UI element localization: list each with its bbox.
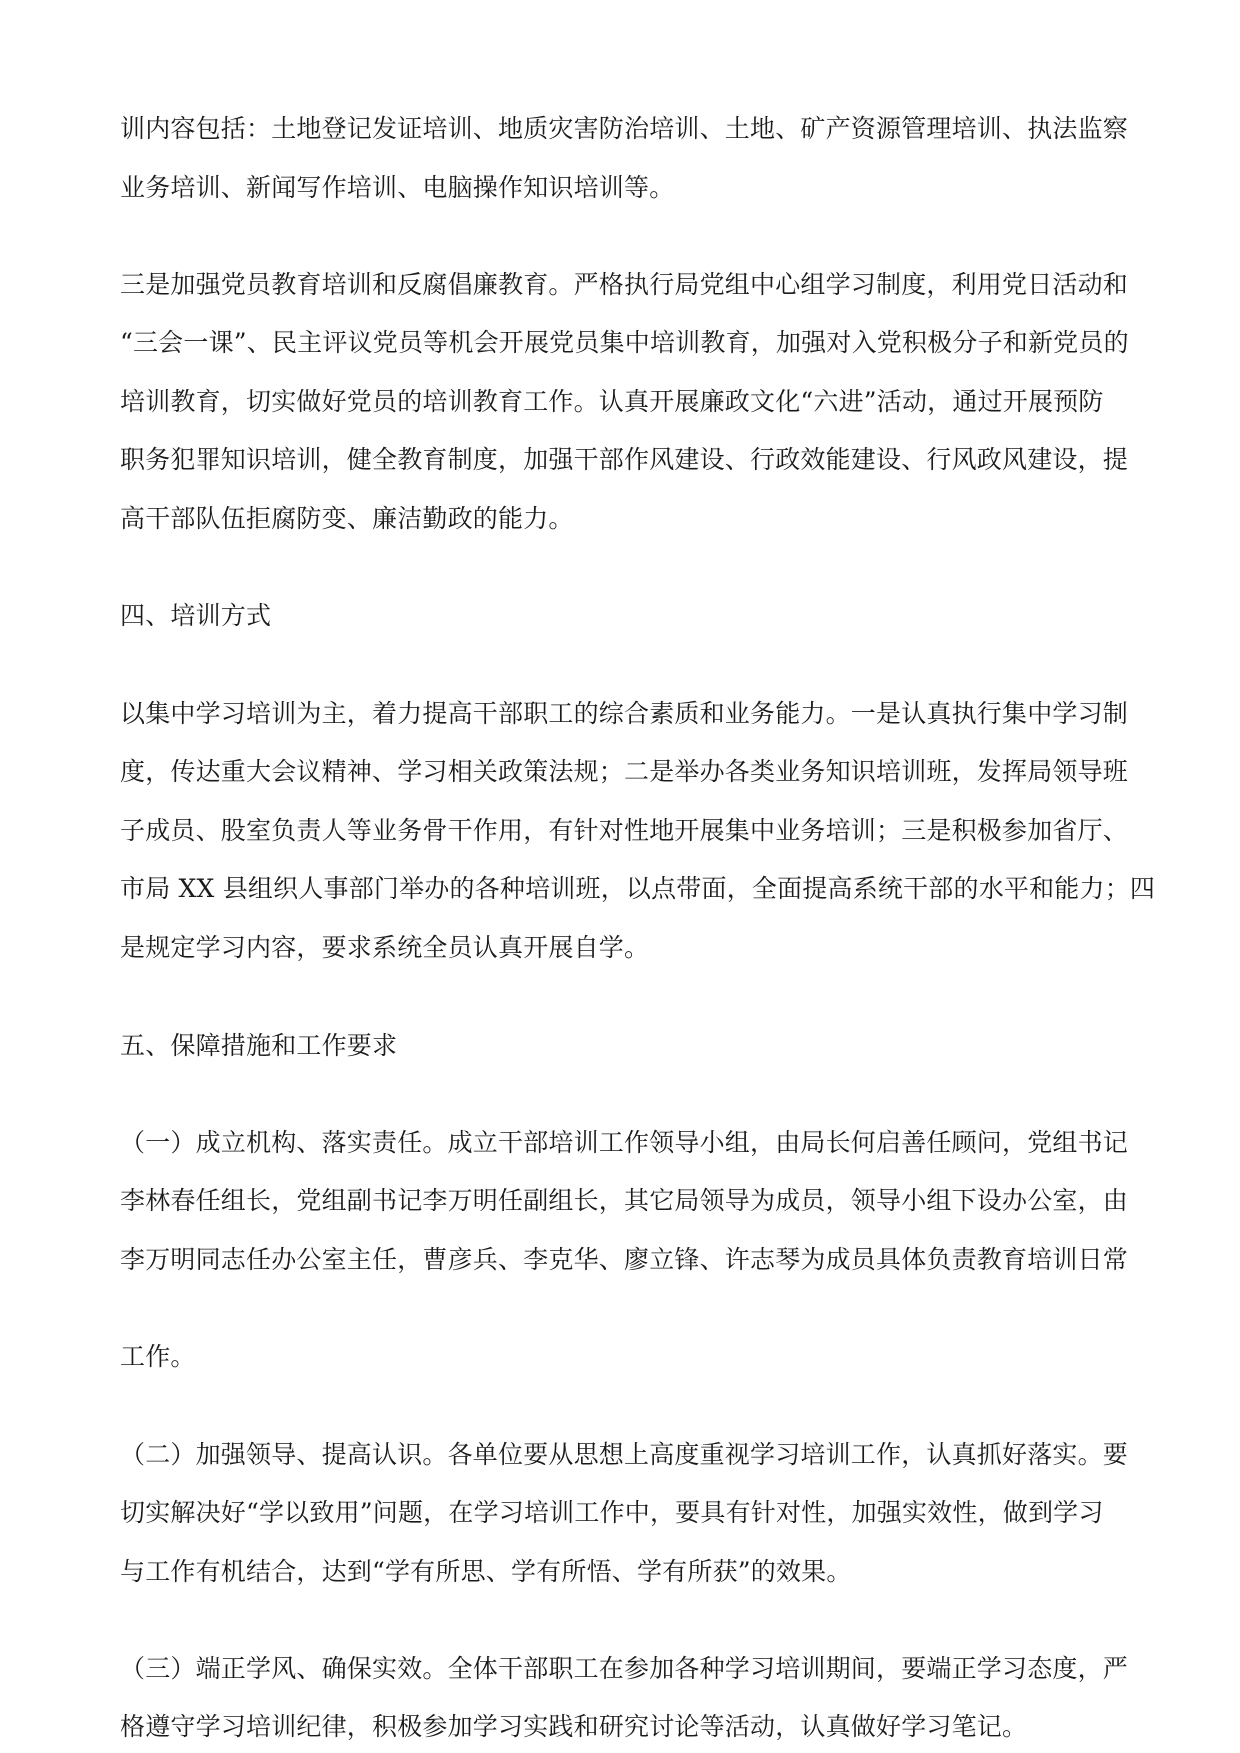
paragraph-3-line-2: 度，传达重大会议精神、学习相关政策法规；二是举办各类业务知识培训班，发挥局领导班 [120, 757, 1129, 786]
paragraph-2-line-3: 培训教育，切实做好党员的培训教育工作。认真开展廉政文化“六进”活动，通过开展预防 [120, 387, 1104, 416]
paragraph-2-line-2: “三会一课”、民主评议党员等机会开展党员集中培训教育，加强对入党积极分子和新党员的 [120, 328, 1129, 357]
paragraph-4-line-2: 李林春任组长，党组副书记李万明任副组长，其它局领导为成员，领导小组下设办公室，由 [120, 1186, 1129, 1215]
section-heading-5: 五、保障措施和工作要求 [120, 1031, 398, 1060]
paragraph-7-line-2: 格遵守学习培训纪律，积极参加学习实践和研究讨论等活动，认真做好学习笔记。 [120, 1712, 1028, 1741]
paragraph-4-line-1: （一）成立机构、落实责任。成立干部培训工作领导小组，由局长何启善任顾问，党组书记 [120, 1128, 1129, 1157]
paragraph-1-line-2: 业务培训、新闻写作培训、电脑操作知识培训等。 [120, 173, 675, 202]
paragraph-3-line-4: 市局 XX 县组织人事部门举办的各种培训班，以点带面，全面提高系统干部的水平和能力；四 [120, 874, 1156, 903]
paragraph-6-line-1: （二）加强领导、提高认识。各单位要从思想上高度重视学习培训工作，认真抓好落实。要 [120, 1440, 1129, 1469]
paragraph-2-line-5: 高干部队伍拒腐防变、廉洁勤政的能力。 [120, 504, 574, 533]
paragraph-6-line-2: 切实解决好“学以致用”问题，在学习培训工作中，要具有针对性，加强实效性，做到学习 [120, 1498, 1104, 1527]
paragraph-2-line-4: 职务犯罪知识培训，健全教育制度，加强干部作风建设、行政效能建设、行风政风建设，提 [120, 445, 1129, 474]
paragraph-6-line-3: 与工作有机结合，达到“学有所思、学有所悟、学有所获”的效果。 [120, 1557, 852, 1586]
paragraph-3-line-1: 以集中学习培训为主，着力提高干部职工的综合素质和业务能力。一是认真执行集中学习制 [120, 699, 1129, 728]
paragraph-1-line-1: 训内容包括：土地登记发证培训、地质灾害防治培训、土地、矿产资源管理培训、执法监察 [120, 114, 1129, 143]
section-heading-4: 四、培训方式 [120, 601, 272, 630]
paragraph-5-line-1: 工作。 [120, 1342, 196, 1371]
paragraph-2-line-1: 三是加强党员教育培训和反腐倡廉教育。严格执行局党组中心组学习制度，利用党日活动和 [120, 270, 1129, 299]
paragraph-3-line-5: 是规定学习内容，要求系统全员认真开展自学。 [120, 933, 650, 962]
paragraph-3-line-3: 子成员、股室负责人等业务骨干作用，有针对性地开展集中业务培训；三是积极参加省厅、 [120, 816, 1129, 845]
paragraph-7-line-1: （三）端正学风、确保实效。全体干部职工在参加各种学习培训期间，要端正学习态度，严 [120, 1654, 1129, 1683]
paragraph-4-line-3: 李万明同志任办公室主任，曹彦兵、李克华、廖立锋、许志琴为成员具体负责教育培训日常 [120, 1245, 1129, 1274]
